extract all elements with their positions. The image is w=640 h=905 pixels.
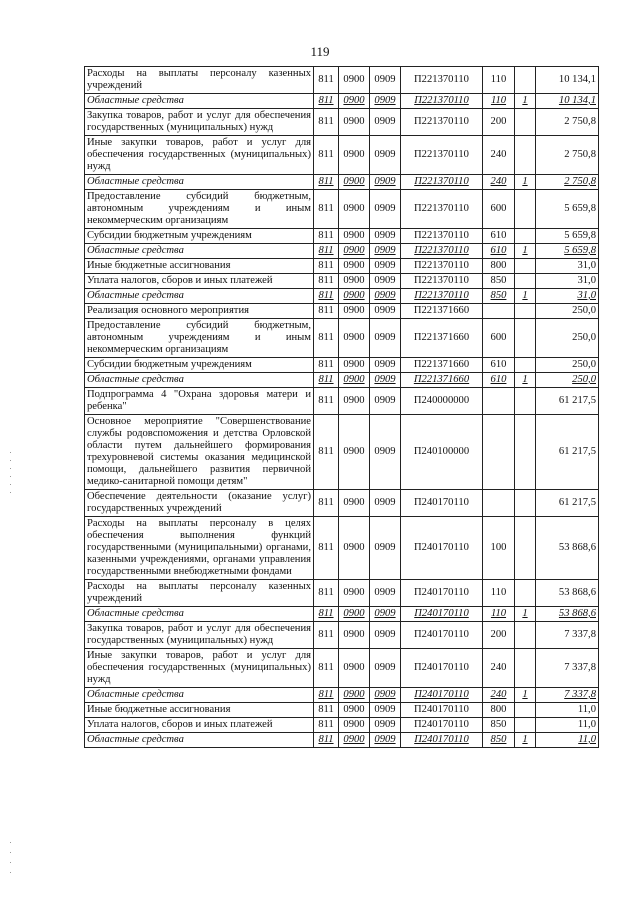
row-description: Реализация основного мероприятия — [85, 304, 314, 319]
row-amount: 5 659,8 — [536, 244, 599, 259]
row-expense-type: 610 — [483, 229, 515, 244]
row-funding-source: 1 — [515, 373, 536, 388]
table-row — [85, 388, 599, 415]
row-amount: 250,0 — [536, 304, 599, 319]
row-subsection-code: 0909 — [370, 622, 401, 649]
row-expense-type — [483, 388, 515, 415]
row-subsection-code: 0909 — [370, 718, 401, 733]
row-section-code: 0900 — [339, 607, 370, 622]
row-funding-source: 1 — [515, 175, 536, 190]
row-section-code: 0900 — [339, 580, 370, 607]
row-target-article: П240170110 — [401, 688, 483, 703]
row-expense-type: 240 — [483, 649, 515, 688]
row-section-code: 0900 — [339, 304, 370, 319]
row-description: Расходы на выплаты персоналу казенных учреждений — [85, 580, 314, 607]
table-row — [85, 304, 599, 319]
row-amount: 250,0 — [536, 358, 599, 373]
row-section-code: 0900 — [339, 136, 370, 175]
row-expense-type: 610 — [483, 244, 515, 259]
row-subsection-code: 0909 — [370, 415, 401, 490]
row-funding-source: 1 — [515, 94, 536, 109]
row-subsection-code: 0909 — [370, 733, 401, 748]
row-amount: 5 659,8 — [536, 229, 599, 244]
row-section-code: 0900 — [339, 358, 370, 373]
row-expense-type: 240 — [483, 688, 515, 703]
row-target-article: П221370110 — [401, 229, 483, 244]
row-funding-source — [515, 415, 536, 490]
row-expense-type: 200 — [483, 622, 515, 649]
row-funding-source — [515, 388, 536, 415]
row-funding-source — [515, 229, 536, 244]
row-subsection-code: 0909 — [370, 229, 401, 244]
row-subsection-code: 0909 — [370, 517, 401, 580]
row-description: Областные средства — [85, 94, 314, 109]
row-expense-type: 850 — [483, 718, 515, 733]
row-expense-type: 800 — [483, 703, 515, 718]
row-target-article: П221371660 — [401, 304, 483, 319]
row-funding-source — [515, 490, 536, 517]
row-ministry-code: 811 — [314, 319, 339, 358]
row-section-code: 0900 — [339, 622, 370, 649]
row-amount: 61 217,5 — [536, 490, 599, 517]
row-funding-source — [515, 109, 536, 136]
scan-artifact-dots — [10, 450, 12, 510]
row-description: Подпрограмма 4 "Охрана здоровья матери и ребенка" — [85, 388, 314, 415]
row-amount: 11,0 — [536, 703, 599, 718]
row-subsection-code: 0909 — [370, 319, 401, 358]
row-funding-source: 1 — [515, 244, 536, 259]
table-row — [85, 580, 599, 607]
row-description: Основное мероприятие "Совершенствование службы родовспоможения и детства Орловской области путем дальнейшего формирования трехуровневой системы оказания медицинской помощи, дальнейшего развития первичной медико-санитарной помощи детям" — [85, 415, 314, 490]
row-target-article: П240100000 — [401, 415, 483, 490]
row-description: Иные закупки товаров, работ и услуг для обеспечения государственных (муниципальных) нужд — [85, 136, 314, 175]
table-row — [85, 649, 599, 688]
row-funding-source — [515, 259, 536, 274]
row-ministry-code: 811 — [314, 703, 339, 718]
row-funding-source — [515, 649, 536, 688]
row-section-code: 0900 — [339, 388, 370, 415]
row-target-article: П221371660 — [401, 358, 483, 373]
row-section-code: 0900 — [339, 688, 370, 703]
table-row — [85, 229, 599, 244]
row-subsection-code: 0909 — [370, 580, 401, 607]
row-funding-source — [515, 190, 536, 229]
row-section-code: 0900 — [339, 94, 370, 109]
row-amount: 11,0 — [536, 718, 599, 733]
row-section-code: 0900 — [339, 517, 370, 580]
row-target-article: П240000000 — [401, 388, 483, 415]
row-subsection-code: 0909 — [370, 688, 401, 703]
row-section-code: 0900 — [339, 373, 370, 388]
row-funding-source — [515, 622, 536, 649]
row-funding-source — [515, 136, 536, 175]
row-ministry-code: 811 — [314, 109, 339, 136]
row-amount: 61 217,5 — [536, 388, 599, 415]
row-ministry-code: 811 — [314, 718, 339, 733]
table-row — [85, 622, 599, 649]
row-ministry-code: 811 — [314, 358, 339, 373]
page-number: 119 — [310, 44, 330, 59]
row-ministry-code: 811 — [314, 373, 339, 388]
row-amount: 53 868,6 — [536, 607, 599, 622]
row-funding-source — [515, 703, 536, 718]
table-row — [85, 358, 599, 373]
table-row — [85, 415, 599, 490]
row-description: Иные бюджетные ассигнования — [85, 259, 314, 274]
row-funding-source — [515, 274, 536, 289]
row-subsection-code: 0909 — [370, 304, 401, 319]
table-row — [85, 136, 599, 175]
row-expense-type: 110 — [483, 94, 515, 109]
table-row — [85, 718, 599, 733]
row-ministry-code: 811 — [314, 94, 339, 109]
row-ministry-code: 811 — [314, 190, 339, 229]
row-target-article: П221370110 — [401, 94, 483, 109]
row-funding-source — [515, 358, 536, 373]
row-ministry-code: 811 — [314, 649, 339, 688]
row-section-code: 0900 — [339, 319, 370, 358]
row-section-code: 0900 — [339, 244, 370, 259]
row-section-code: 0900 — [339, 259, 370, 274]
row-description: Областные средства — [85, 688, 314, 703]
row-subsection-code: 0909 — [370, 703, 401, 718]
table-row — [85, 703, 599, 718]
row-amount: 10 134,1 — [536, 94, 599, 109]
row-ministry-code: 811 — [314, 67, 339, 94]
table-row — [85, 688, 599, 703]
row-ministry-code: 811 — [314, 388, 339, 415]
row-expense-type: 200 — [483, 109, 515, 136]
table-row — [85, 109, 599, 136]
row-amount: 250,0 — [536, 373, 599, 388]
table-row — [85, 733, 599, 748]
row-target-article: П240170110 — [401, 607, 483, 622]
row-ministry-code: 811 — [314, 580, 339, 607]
table-row — [85, 274, 599, 289]
row-target-article: П240170110 — [401, 580, 483, 607]
row-subsection-code: 0909 — [370, 289, 401, 304]
row-ministry-code: 811 — [314, 490, 339, 517]
table-row — [85, 175, 599, 190]
row-target-article: П221370110 — [401, 175, 483, 190]
row-amount: 61 217,5 — [536, 415, 599, 490]
row-expense-type: 240 — [483, 175, 515, 190]
row-target-article: П240170110 — [401, 622, 483, 649]
row-target-article: П221371660 — [401, 319, 483, 358]
row-ministry-code: 811 — [314, 415, 339, 490]
row-subsection-code: 0909 — [370, 136, 401, 175]
row-section-code: 0900 — [339, 229, 370, 244]
row-ministry-code: 811 — [314, 229, 339, 244]
row-ministry-code: 811 — [314, 259, 339, 274]
row-funding-source: 1 — [515, 289, 536, 304]
table-body — [85, 67, 599, 748]
row-expense-type — [483, 415, 515, 490]
row-target-article: П221371660 — [401, 373, 483, 388]
row-amount: 2 750,8 — [536, 109, 599, 136]
row-target-article: П221370110 — [401, 274, 483, 289]
table-row — [85, 244, 599, 259]
row-subsection-code: 0909 — [370, 67, 401, 94]
row-expense-type: 240 — [483, 136, 515, 175]
row-description: Закупка товаров, работ и услуг для обеспечения государственных (муниципальных) нужд — [85, 109, 314, 136]
table-row — [85, 67, 599, 94]
row-subsection-code: 0909 — [370, 94, 401, 109]
row-ministry-code: 811 — [314, 304, 339, 319]
row-target-article: П221370110 — [401, 244, 483, 259]
row-description: Уплата налогов, сборов и иных платежей — [85, 718, 314, 733]
row-target-article: П240170110 — [401, 718, 483, 733]
row-description: Иные закупки товаров, работ и услуг для обеспечения государственных (муниципальных) нужд — [85, 649, 314, 688]
row-description: Областные средства — [85, 244, 314, 259]
row-amount: 2 750,8 — [536, 175, 599, 190]
row-funding-source — [515, 319, 536, 358]
row-description: Областные средства — [85, 373, 314, 388]
row-section-code: 0900 — [339, 490, 370, 517]
row-subsection-code: 0909 — [370, 109, 401, 136]
row-expense-type: 110 — [483, 67, 515, 94]
budget-table — [84, 66, 599, 748]
row-description: Уплата налогов, сборов и иных платежей — [85, 274, 314, 289]
row-amount: 53 868,6 — [536, 517, 599, 580]
row-ministry-code: 811 — [314, 289, 339, 304]
row-target-article: П221370110 — [401, 259, 483, 274]
row-description: Предоставление субсидий бюджетным, автономным учреждениям и иным некоммерческим организациям — [85, 319, 314, 358]
row-ministry-code: 811 — [314, 244, 339, 259]
table-row — [85, 190, 599, 229]
row-section-code: 0900 — [339, 190, 370, 229]
row-description: Областные средства — [85, 289, 314, 304]
row-target-article: П221370110 — [401, 109, 483, 136]
row-expense-type: 610 — [483, 373, 515, 388]
row-funding-source — [515, 580, 536, 607]
row-target-article: П240170110 — [401, 733, 483, 748]
row-target-article: П221370110 — [401, 289, 483, 304]
row-amount: 31,0 — [536, 259, 599, 274]
row-expense-type — [483, 304, 515, 319]
row-subsection-code: 0909 — [370, 607, 401, 622]
row-ministry-code: 811 — [314, 622, 339, 649]
row-target-article: П240170110 — [401, 490, 483, 517]
row-expense-type: 850 — [483, 289, 515, 304]
row-description: Закупка товаров, работ и услуг для обеспечения государственных (муниципальных) нужд — [85, 622, 314, 649]
row-description: Обеспечение деятельности (оказание услуг) государственных учреждений — [85, 490, 314, 517]
row-expense-type: 100 — [483, 517, 515, 580]
row-subsection-code: 0909 — [370, 388, 401, 415]
row-subsection-code: 0909 — [370, 190, 401, 229]
row-section-code: 0900 — [339, 649, 370, 688]
row-funding-source — [515, 517, 536, 580]
row-section-code: 0900 — [339, 109, 370, 136]
row-section-code: 0900 — [339, 718, 370, 733]
row-expense-type — [483, 490, 515, 517]
row-funding-source: 1 — [515, 607, 536, 622]
row-description: Областные средства — [85, 175, 314, 190]
row-amount: 11,0 — [536, 733, 599, 748]
row-target-article: П221370110 — [401, 67, 483, 94]
row-section-code: 0900 — [339, 289, 370, 304]
row-amount: 53 868,6 — [536, 580, 599, 607]
row-description: Расходы на выплаты персоналу казенных учреждений — [85, 67, 314, 94]
row-section-code: 0900 — [339, 415, 370, 490]
table-row — [85, 517, 599, 580]
table-row — [85, 259, 599, 274]
table-row — [85, 607, 599, 622]
row-description: Областные средства — [85, 607, 314, 622]
row-ministry-code: 811 — [314, 175, 339, 190]
row-subsection-code: 0909 — [370, 358, 401, 373]
table-row — [85, 319, 599, 358]
row-expense-type: 110 — [483, 607, 515, 622]
row-amount: 10 134,1 — [536, 67, 599, 94]
row-section-code: 0900 — [339, 67, 370, 94]
row-target-article: П240170110 — [401, 517, 483, 580]
row-target-article: П221370110 — [401, 190, 483, 229]
row-subsection-code: 0909 — [370, 244, 401, 259]
row-amount: 5 659,8 — [536, 190, 599, 229]
row-amount: 7 337,8 — [536, 622, 599, 649]
row-subsection-code: 0909 — [370, 649, 401, 688]
row-expense-type: 600 — [483, 319, 515, 358]
table-row — [85, 289, 599, 304]
row-description: Субсидии бюджетным учреждениям — [85, 229, 314, 244]
row-funding-source: 1 — [515, 733, 536, 748]
table-row — [85, 373, 599, 388]
row-funding-source — [515, 718, 536, 733]
row-subsection-code: 0909 — [370, 274, 401, 289]
row-description: Расходы на выплаты персоналу в целях обеспечения выполнения функций государственными (муниципальными) органами, казенными учреждениями, органами управления государственными внебюджетными фондами — [85, 517, 314, 580]
row-subsection-code: 0909 — [370, 259, 401, 274]
row-amount: 250,0 — [536, 319, 599, 358]
row-funding-source — [515, 304, 536, 319]
row-amount: 7 337,8 — [536, 688, 599, 703]
row-expense-type: 850 — [483, 733, 515, 748]
row-amount: 2 750,8 — [536, 136, 599, 175]
row-target-article: П221370110 — [401, 136, 483, 175]
table-row — [85, 94, 599, 109]
row-target-article: П240170110 — [401, 703, 483, 718]
scan-artifact-dots — [10, 840, 12, 890]
row-ministry-code: 811 — [314, 136, 339, 175]
row-expense-type: 600 — [483, 190, 515, 229]
row-funding-source: 1 — [515, 688, 536, 703]
row-amount: 31,0 — [536, 274, 599, 289]
row-section-code: 0900 — [339, 733, 370, 748]
row-amount: 7 337,8 — [536, 649, 599, 688]
row-subsection-code: 0909 — [370, 490, 401, 517]
row-description: Иные бюджетные ассигнования — [85, 703, 314, 718]
row-section-code: 0900 — [339, 175, 370, 190]
row-ministry-code: 811 — [314, 688, 339, 703]
row-ministry-code: 811 — [314, 733, 339, 748]
row-expense-type: 610 — [483, 358, 515, 373]
row-section-code: 0900 — [339, 703, 370, 718]
row-subsection-code: 0909 — [370, 175, 401, 190]
row-expense-type: 850 — [483, 274, 515, 289]
row-ministry-code: 811 — [314, 517, 339, 580]
row-ministry-code: 811 — [314, 274, 339, 289]
table-row — [85, 490, 599, 517]
row-funding-source — [515, 67, 536, 94]
row-target-article: П240170110 — [401, 649, 483, 688]
row-description: Областные средства — [85, 733, 314, 748]
row-expense-type: 110 — [483, 580, 515, 607]
row-description: Субсидии бюджетным учреждениям — [85, 358, 314, 373]
row-expense-type: 800 — [483, 259, 515, 274]
row-description: Предоставление субсидий бюджетным, автономным учреждениям и иным некоммерческим организациям — [85, 190, 314, 229]
row-amount: 31,0 — [536, 289, 599, 304]
row-subsection-code: 0909 — [370, 373, 401, 388]
row-section-code: 0900 — [339, 274, 370, 289]
row-ministry-code: 811 — [314, 607, 339, 622]
